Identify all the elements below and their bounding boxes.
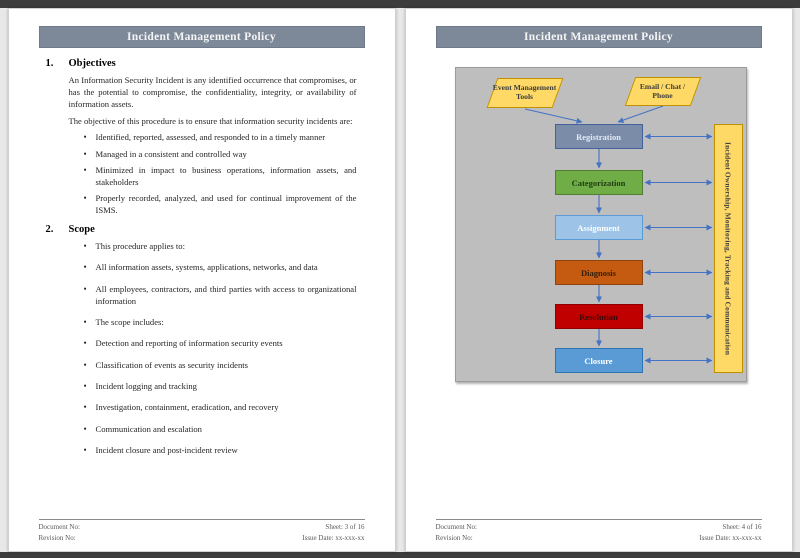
list-item: • Identified, reported, assessed, and responded to in a timely manner xyxy=(84,132,357,144)
issue-date-label: Issue Date: xx-xxx-xx xyxy=(302,533,365,542)
input-email-chat-phone xyxy=(624,77,702,106)
flow-step-registration: Registration xyxy=(555,124,643,149)
flow-step-resolution: Resolution xyxy=(555,304,643,329)
document-no-label: Document No: xyxy=(435,523,477,531)
issue-date-label: Issue Date: xx-xxx-xx xyxy=(699,533,762,542)
list-item: • All employees, contractors, and third parties with access to organizational information xyxy=(84,284,357,308)
list-item: • Incident closure and post-incident review xyxy=(84,445,357,457)
flow-step-diagnosis: Diagnosis xyxy=(555,260,643,285)
list-item: • All information assets, systems, applications, networks, and data xyxy=(84,262,357,274)
document-no-label: Document No: xyxy=(38,523,80,531)
revision-no-label: Revision No: xyxy=(435,533,473,542)
input-label: Event Management Tools xyxy=(492,83,557,101)
list-item: • Properly recorded, analyzed, and used for continual improvement of the ISMS. xyxy=(84,193,357,217)
list-item: • Incident logging and tracking xyxy=(84,381,357,393)
list-item: • Classification of events as security incidents xyxy=(84,360,357,372)
sidebar-label: Incident Ownership, Monitoring, Tracking and Communication xyxy=(723,141,733,356)
page-4 xyxy=(405,8,793,552)
section-title: Objectives xyxy=(68,58,116,69)
list-item: • Investigation, containment, eradication, and recovery xyxy=(84,402,357,414)
input-label: Email / Chat / Phone xyxy=(639,81,686,100)
section-title: Scope xyxy=(68,224,95,236)
list-item: • This procedure applies to: xyxy=(84,241,357,253)
page-3-content xyxy=(46,58,357,467)
revision-no-label: Revision No: xyxy=(38,533,76,542)
flow-step-closure: Closure xyxy=(555,348,643,373)
input-event-management-tools xyxy=(486,78,564,108)
page-footer xyxy=(436,519,762,543)
page-title-banner: Incident Management Policy xyxy=(436,26,762,48)
page-3 xyxy=(8,8,396,552)
objectives-paragraph: An Information Security Incident is any identified occurrence that compromises, or has the potential to compromise, the confidentiality, integrity, or availability of information assets. xyxy=(68,75,357,109)
sheet-label: Sheet: 3 of 16 xyxy=(325,523,365,531)
list-item: • The scope includes: xyxy=(84,317,357,329)
list-item: • Managed in a consistent and controlled way xyxy=(84,149,357,161)
section-number: 1. xyxy=(45,58,54,69)
scope-bullet-list xyxy=(84,241,357,457)
document-preview xyxy=(0,8,800,552)
incident-flow-diagram xyxy=(455,67,747,382)
section-objectives-heading xyxy=(46,58,357,69)
flow-step-categorization: Categorization xyxy=(555,170,643,195)
section-number: 2. xyxy=(45,224,54,236)
flow-step-assignment: Assignment xyxy=(555,215,643,240)
objectives-paragraph: The objective of this procedure is to ensure that information security incidents are: xyxy=(68,115,353,126)
objectives-bullet-list xyxy=(84,132,357,217)
section-scope-heading xyxy=(46,224,357,235)
sheet-label: Sheet: 4 of 16 xyxy=(722,523,762,531)
page-title-banner: Incident Management Policy xyxy=(39,26,365,48)
page-footer xyxy=(39,519,365,543)
list-item: • Minimized in impact to business operations, information assets, and stakeholders xyxy=(84,165,357,189)
list-item: • Detection and reporting of information security events xyxy=(84,338,357,350)
incident-ownership-bar xyxy=(714,124,743,373)
list-item: • Communication and escalation xyxy=(84,424,357,436)
